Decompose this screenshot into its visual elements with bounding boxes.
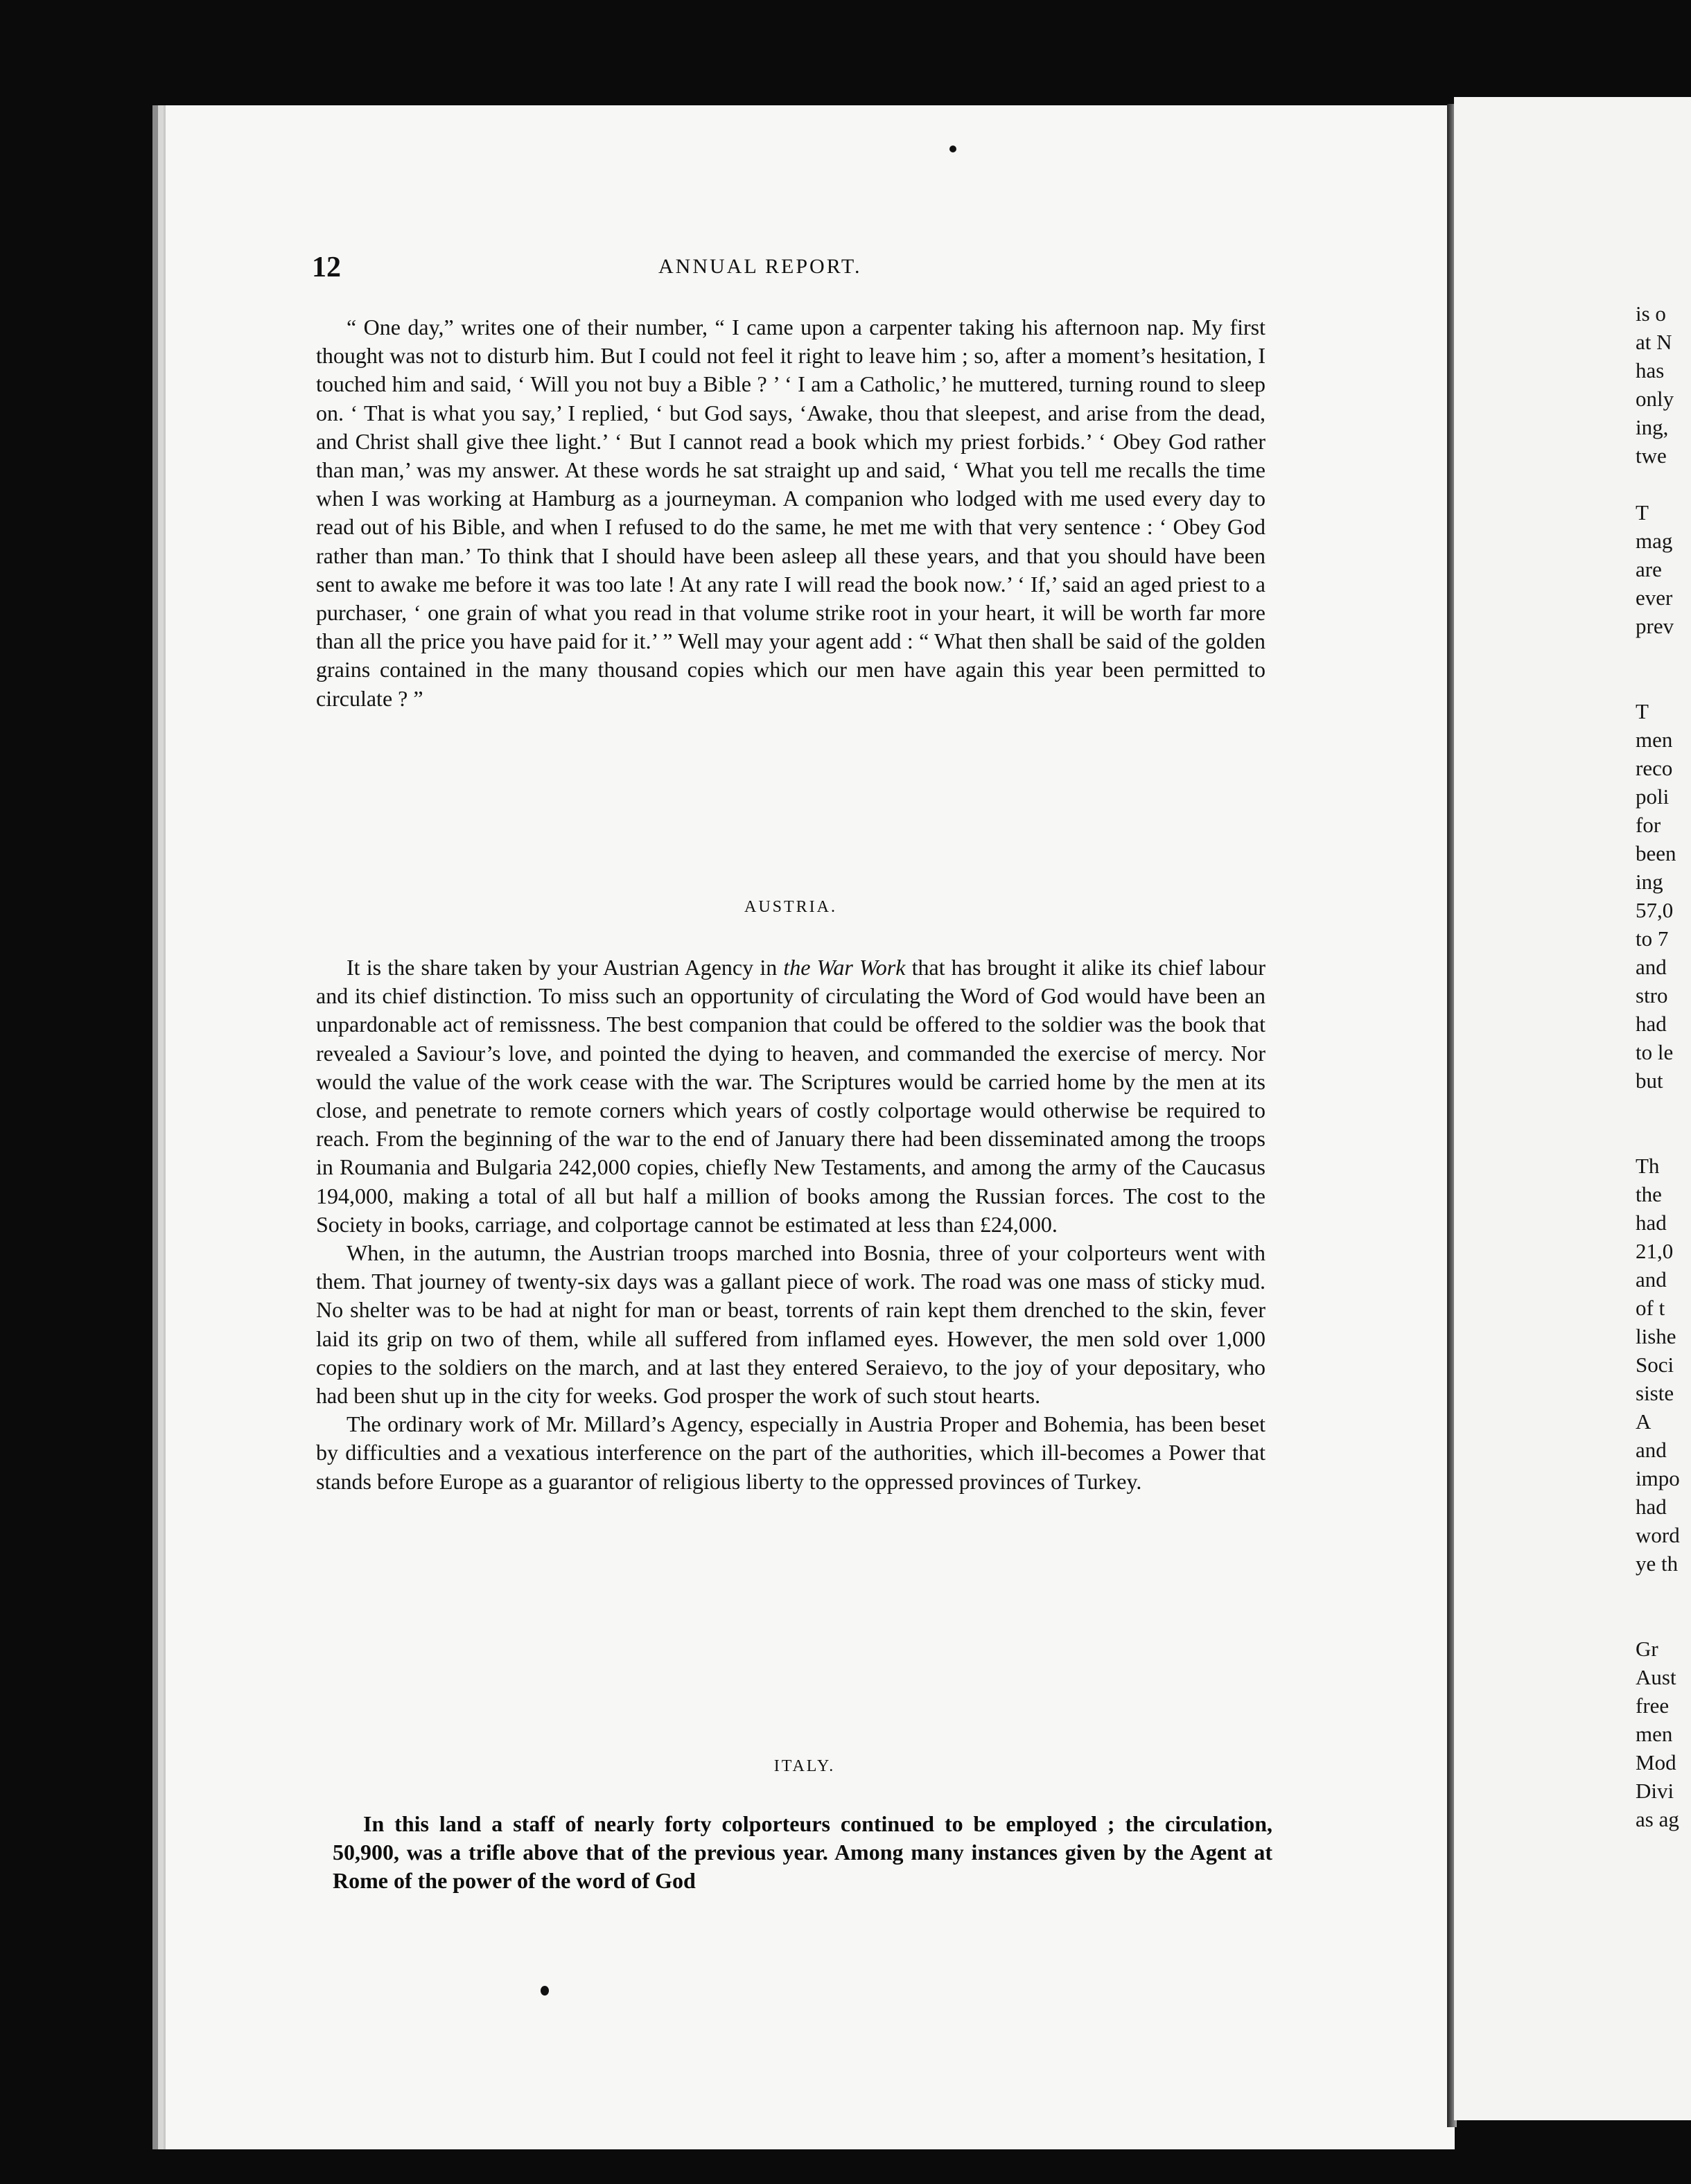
austria-paragraph-1: [316, 953, 1265, 1239]
facing-page-line: at N: [1636, 330, 1672, 354]
facing-page-line: to 7: [1636, 926, 1669, 951]
facing-page-line: word: [1636, 1523, 1680, 1547]
facing-page-line: 57,0: [1636, 898, 1674, 922]
facing-page-line: [1636, 1095, 1691, 1123]
facing-page-line: ever: [1636, 585, 1673, 610]
facing-page-line: of t: [1636, 1296, 1665, 1320]
colporteur-quote: [316, 313, 1265, 713]
facing-page-line: poli: [1636, 784, 1670, 809]
austria-p1-text-cont: that has brought it alike its chief labour and its chief distinction. To miss such an opportunity of circulating the Word of God would have been an unpardonable act of remissness. The best companion that could be offered to the soldier was the book that revealed a Saviour’s love, and pointed the dying to heaven, and commanded the exercise of mercy. Nor would the value of the work cease with the war. The Scriptures would be carried home by the men at its close, and penetrate to remote corners which years of costly colportage would otherwise be required to reach. From the beginning of the war to the end of January there had been disseminated among the troops in Roumania and Bulgaria 242,000 copies, chiefly New Testaments, and among the army of the Caucasus 194,000, making a total of all but half a million of books among the Russian forces. The cost to the Society in books, carriage, and colportage cannot be estimated at less than £24,000.: [316, 955, 1266, 1237]
facing-page-line: mag: [1636, 529, 1673, 553]
facing-page-line: free: [1636, 1693, 1670, 1718]
facing-page-line: to le: [1636, 1040, 1674, 1064]
facing-page-line: [1636, 1123, 1691, 1152]
running-head: ANNUAL REPORT.: [658, 255, 862, 278]
facing-page-line: men: [1636, 728, 1673, 752]
facing-page-line: had: [1636, 1210, 1667, 1235]
facing-page-line: been: [1636, 841, 1676, 865]
facing-page-line: Divi: [1636, 1779, 1674, 1803]
facing-page-line: ye th: [1636, 1551, 1679, 1576]
italy-section: [333, 1810, 1272, 1896]
facing-page-line: prev: [1636, 614, 1674, 638]
facing-page-line: only: [1636, 387, 1674, 411]
section-heading-italy: ITALY.: [773, 1757, 836, 1775]
section-heading-austria: AUSTRIA.: [744, 898, 837, 916]
facing-page-line: and: [1636, 955, 1667, 979]
facing-page-line: and: [1636, 1438, 1667, 1462]
facing-page-line: reco: [1636, 756, 1673, 780]
austria-section: [316, 953, 1265, 1496]
austria-paragraph-2: When, in the autumn, the Austrian troops marched into Bosnia, three of your colporteurs went with them. That journey of twenty-six days was a gallant piece of work. The road was one mass of sticky mud. No shelter was to be had at night for man or beast, torrents of rain kept them drenched to the skin, fever laid its grip on two of them, while all suffered from inflamed eyes. However, the men sold over 1,000 copies to the soldiers on the march, and at last they entered Seraievo, to the joy of your depositary, who had been shut up in the city for weeks. God prosper the work of such stout hearts.: [316, 1240, 1265, 1409]
facing-page-line: stro: [1636, 983, 1668, 1007]
facing-page-line: 21,0: [1636, 1239, 1674, 1263]
austria-p1-italic: the War Work: [783, 955, 906, 980]
facing-page-line: Soci: [1636, 1353, 1674, 1377]
austria-p1-text: It is the share taken by your Austrian Agency in: [347, 955, 784, 980]
facing-page-line: A: [1636, 1409, 1651, 1434]
facing-page-line: [1636, 669, 1691, 697]
facing-page-line: are: [1636, 557, 1662, 581]
page-speck: [541, 1986, 549, 1996]
facing-page-line: the: [1636, 1182, 1662, 1206]
facing-page-line: had: [1636, 1012, 1667, 1036]
facing-page-line: T: [1636, 699, 1649, 723]
facing-page-line: and: [1636, 1267, 1667, 1292]
facing-page-line: Mod: [1636, 1750, 1676, 1774]
facing-page-line: [1636, 640, 1691, 669]
page-number: 12: [312, 252, 341, 283]
facing-page-line: T: [1636, 500, 1649, 525]
facing-page-line: is o: [1636, 301, 1666, 326]
facing-page-line: men: [1636, 1722, 1673, 1746]
facing-page-line: siste: [1636, 1381, 1674, 1405]
facing-page-line: lishe: [1636, 1324, 1676, 1348]
facing-page-line: [1636, 1606, 1691, 1635]
facing-page-line: as ag: [1636, 1807, 1679, 1831]
facing-page-line: for: [1636, 813, 1661, 837]
facing-page-line: [1636, 470, 1691, 498]
facing-page-line: Th: [1636, 1154, 1660, 1178]
facing-page-line: Gr: [1636, 1637, 1658, 1661]
facing-page-line: ing,: [1636, 415, 1669, 439]
facing-page-line: has: [1636, 358, 1665, 382]
italy-paragraph-1: In this land a staff of nearly forty colporteurs continued to be employed ; the circulation, 50,900, was a trifle above that of the previous year. Among many instances given by the Agent at Rome of the power of the word of God: [333, 1811, 1272, 1894]
austria-paragraph-3: The ordinary work of Mr. Millard’s Agency, especially in Austria Proper and Bohemia, has been beset by difficulties and a vexatious interference on the part of the authorities, which ill-becomes a Power that stands before Europe as a guarantor of religious liberty to the oppressed provinces of Turkey.: [316, 1411, 1265, 1494]
facing-page-line: Aust: [1636, 1665, 1676, 1689]
facing-page-text: [1636, 299, 1691, 1833]
facing-page-line: twe: [1636, 443, 1667, 468]
facing-page-line: impo: [1636, 1466, 1680, 1490]
facing-page-line: but: [1636, 1068, 1663, 1093]
facing-page-line: had: [1636, 1495, 1667, 1519]
page-header: [312, 251, 1268, 285]
quote-paragraph: “ One day,” writes one of their number, “ I came upon a carpenter taking his afternoon nap. My first thought was not to disturb him. But I could not feel it right to leave him ; so, after a moment’s hesitation, I touched him and said, ‘ Will you not buy a Bible ? ’ ‘ I am a Catholic,’ he muttered, turning round to sleep on. ‘ That is what you say,’ I replied, ‘ but God says, ‘Awake, thou that sleepest, and arise from the dead, and Christ shall give thee light.’ ‘ But I cannot read a book which my priest forbids.’ ‘ Obey God rather than man,’ was my answer. At these words he sat straight up and said, ‘ What you tell me recalls the time when I was working at Hamburg as a journeyman. A companion who lodged with me used every day to read out of his Bible, and when I refused to do the same, he met me with that very sentence : ‘ Obey God rather than man.’ To think that I should have been asleep all these years, and that you should have been sent to awake me before it was too late ! At any rate I will read the book now.’ ‘ If,’ said an aged priest to a purchaser, ‘ one grain of what you read in that volume strike root in your heart, it will be worth far more than all the price you have paid for it.’ ” Well may your agent add : “ What then shall be said of the golden grains contained in the many thousand copies which our men have again this year been permitted to circulate ? ”: [316, 315, 1265, 711]
page-speck: [949, 146, 956, 152]
facing-page-line: ing: [1636, 870, 1663, 894]
facing-page-line: [1636, 1578, 1691, 1606]
